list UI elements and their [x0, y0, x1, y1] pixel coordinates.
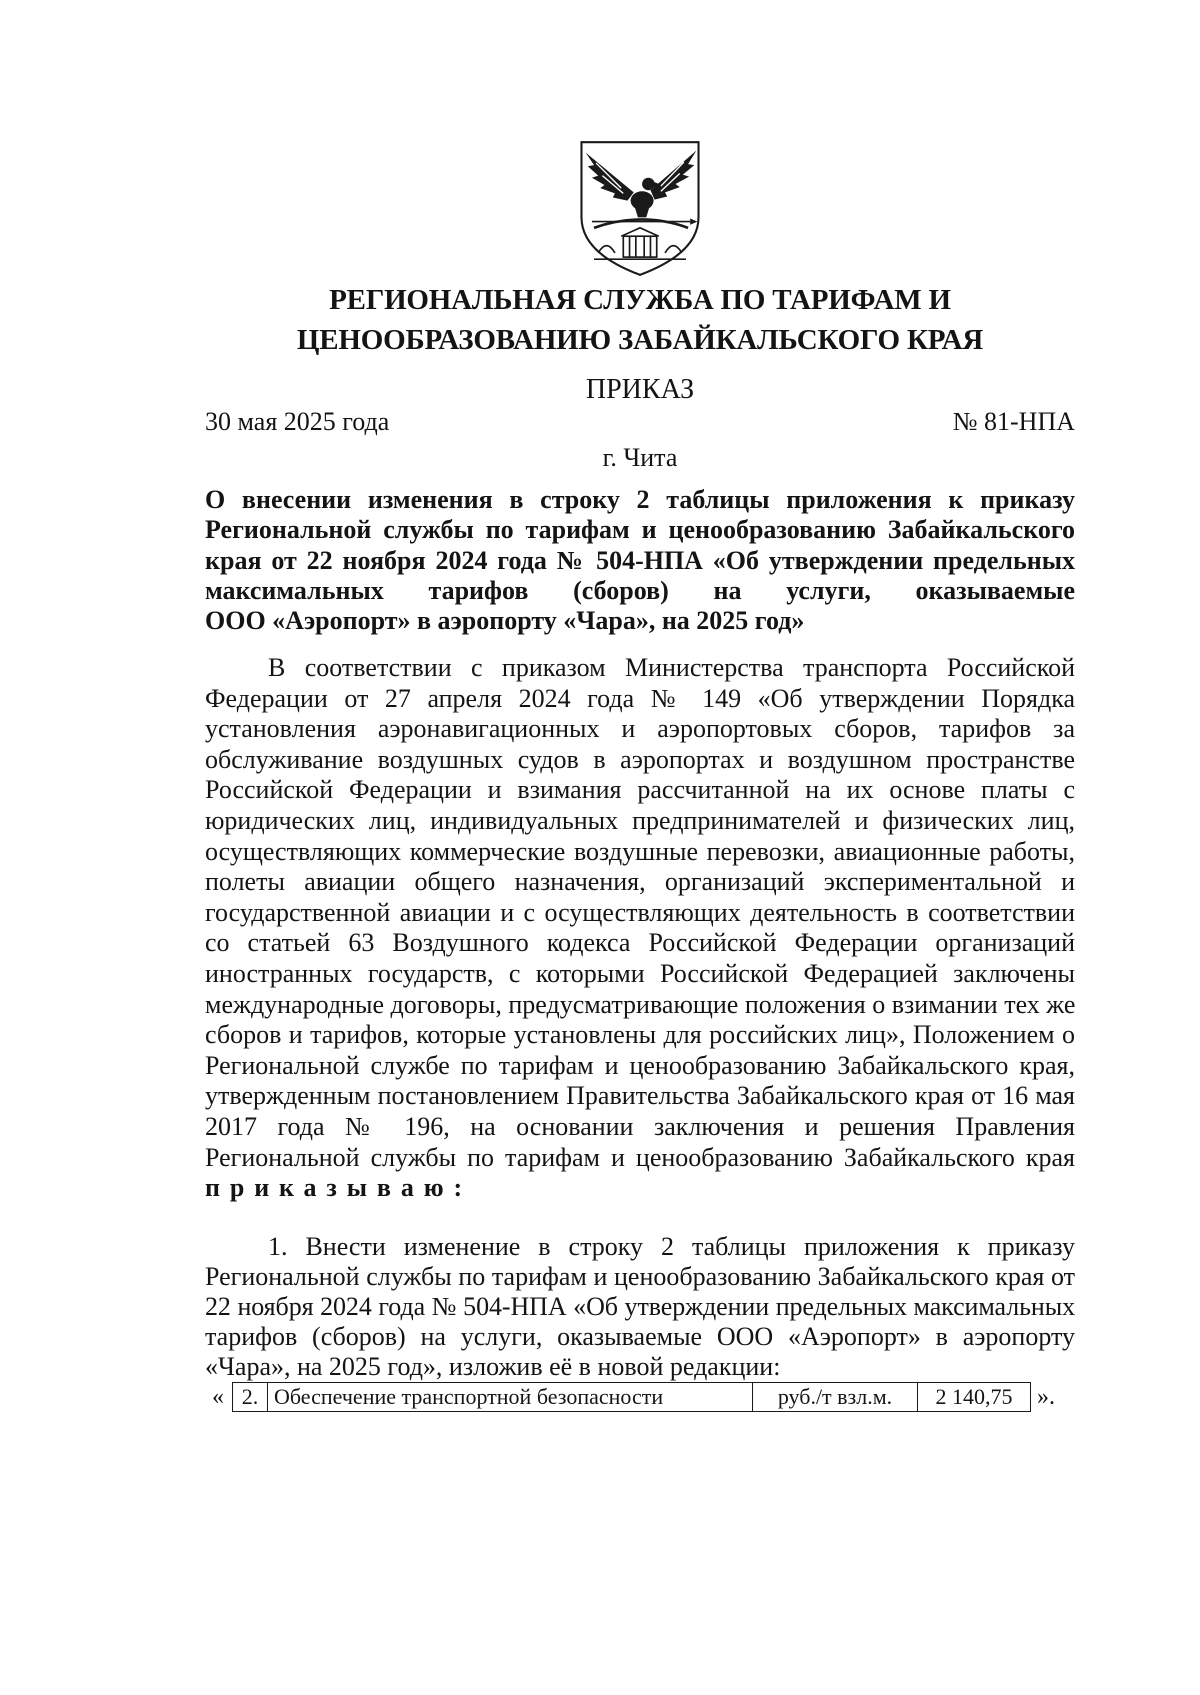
service-name-cell: Обеспечение транспортной безопасности [268, 1383, 753, 1412]
preamble-line: со статьей 63 Воздушного кодекса Российской Федерации организаций [205, 928, 1075, 958]
item-1-line: 22 ноября 2024 года № 504-НПА «Об утверждении предельных максимальных [205, 1292, 1075, 1321]
preamble-line: В соответствии с приказом Министерства транспорта Российской [268, 653, 1075, 682]
item-1-line: «Чара», на 2025 год», изложив её в новой редакции: [205, 1352, 781, 1381]
preamble-line: государственной авиации и с осуществляющих деятельность в соответствии [205, 897, 1075, 927]
opening-quote: « [212, 1384, 224, 1410]
preamble-paragraph [205, 653, 1075, 1204]
preamble-line: международные договоры, предусматривающие положения о взимании тех же [205, 989, 1076, 1019]
document-city: г. Чита [602, 443, 678, 472]
emblem-arrow-tip [690, 218, 697, 224]
item-1-line: тарифов (сборов) на услуги, оказываемые ООО «Аэропорт» в аэропорту [205, 1322, 1075, 1351]
subject-line: края от 22 ноября 2024 года № 504-НПА «Об утверждении предельных [205, 545, 1075, 575]
authority-title-line-2: ЦЕНООБРАЗОВАНИЮ ЗАБАЙКАЛЬСКОГО КРАЯ [296, 324, 984, 356]
subject-line: Региональной службы по тарифам и ценообразованию Забайкальского [205, 515, 1075, 545]
item-1-paragraph [205, 1232, 1075, 1382]
preamble-line: обслуживание воздушных судов в аэропортах и воздушном пространстве [205, 744, 1075, 774]
subject-line: ООО «Аэропорт» в аэропорту «Чара», на 2025 год» [205, 606, 805, 636]
document-number: № 81-НПА [952, 407, 1075, 436]
preamble-line: Федерации от 27 апреля 2024 года № 149 «Об утверждении Порядка [205, 683, 1075, 713]
preamble-line: Региональной службе по тарифам и ценообразованию Забайкальского края, [205, 1050, 1075, 1080]
emblem-bow [594, 219, 688, 227]
order-word: приказываю: [205, 1173, 473, 1203]
item-1-line: Региональной службы по тарифам и ценообразованию Забайкальского края от [205, 1262, 1075, 1291]
preamble-line: сборов и тарифов, которые установлены для российских лиц», Положением о [205, 1020, 1075, 1050]
preamble-line: полеты авиации общего назначения, организаций экспериментальной и [205, 867, 1075, 897]
closing-quote: ». [1037, 1384, 1055, 1410]
emblem-eagle [586, 151, 697, 218]
preamble-line: юридических лиц, индивидуальных предпринимателей и физических лиц, [205, 805, 1075, 835]
document-subject [205, 485, 1075, 636]
preamble-line: осуществляющих коммерческие воздушные перевозки, авиационные работы, [205, 836, 1075, 866]
tariff-table [232, 1382, 1031, 1412]
unit-cell: руб./т взл.м. [753, 1383, 918, 1412]
subject-line: О внесении изменения в строку 2 таблицы приложения к приказу [205, 485, 1075, 514]
item-1-line: 1. Внести изменение в строку 2 таблицы приложения к приказу [268, 1232, 1075, 1261]
tariff-value-cell: 2 140,75 [918, 1383, 1031, 1412]
table-row [233, 1383, 1031, 1412]
emblem-gate [594, 228, 686, 259]
authority-title-line-1: РЕГИОНАЛЬНАЯ СЛУЖБА ПО ТАРИФАМ И [329, 284, 951, 316]
preamble-line: 2017 года № 196, на основании заключения и решения Правления [205, 1111, 1075, 1141]
coat-of-arms-emblem [577, 138, 703, 278]
preamble-line: Региональной службы по тарифам и ценообразованию Забайкальского края [205, 1142, 1075, 1172]
tariff-row-block [212, 1381, 1055, 1413]
subject-line: максимальных тарифов (сборов) на услуги, оказываемые [205, 575, 1075, 605]
preamble-line: утвержденным постановлением Правительства Забайкальского края от 16 мая [205, 1081, 1075, 1111]
preamble-line: иностранных государств, с которыми Российской Федерацией заключены [205, 958, 1075, 988]
document-type: ПРИКАЗ [585, 374, 695, 405]
date-number-row [205, 405, 1075, 439]
preamble-line: установления аэронавигационных и аэропортовых сборов, тарифов за [205, 714, 1075, 744]
document-date: 30 мая 2025 года [205, 407, 390, 436]
preamble-line: Российской Федерации и взимания рассчитанной на их основе платы с [205, 775, 1075, 805]
row-number-cell: 2. [233, 1383, 268, 1412]
